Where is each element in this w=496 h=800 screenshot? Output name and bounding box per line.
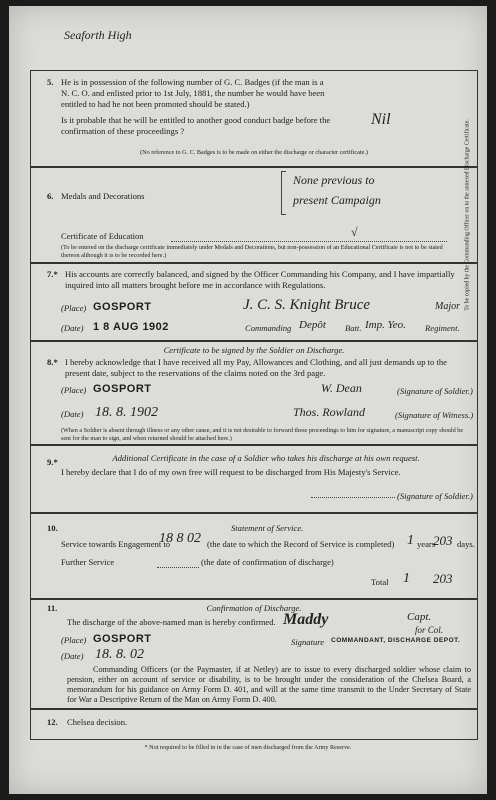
section-10-number: 10. — [47, 523, 58, 533]
confirmation-rank: Capt. — [407, 611, 432, 623]
soldier-signature: W. Dean — [321, 381, 362, 395]
regiment-label: Regiment. — [425, 323, 460, 333]
years-label: years — [417, 539, 436, 549]
section-11-number: 11. — [47, 603, 58, 613]
signature-label-11: Signature — [291, 637, 325, 647]
date-label-7: (Date) — [61, 323, 84, 333]
chelsea-decision-label: Chelsea decision. — [67, 717, 128, 727]
section-6-number: 6. — [47, 191, 54, 201]
place-11: GOSPORT — [93, 633, 152, 645]
certificate-line — [171, 241, 447, 242]
service-label: Service towards Engagement to — [61, 539, 171, 549]
soldier-cert-heading: Certificate to be signed by the Soldier on Discharge. — [163, 345, 345, 355]
own-request-sig-label: (Signature of Soldier.) — [397, 491, 473, 501]
certificate-label: Certificate of Education — [61, 231, 144, 241]
section-7-accounts — [30, 262, 478, 342]
batt-handwriting: Imp. Yeo. — [365, 319, 406, 331]
pencil-note: Seaforth High — [64, 28, 132, 42]
own-request-text: I hereby declare that I do of my own free will request to be discharged from His Majesty's Service. — [61, 467, 401, 477]
date-11: 18. 8. 02 — [95, 647, 144, 662]
officer-signature-7: J. C. S. Knight Bruce — [243, 297, 371, 313]
commandant-stamp: COMMANDANT, DISCHARGE DEPOT. — [331, 637, 461, 644]
date-8: 18. 8. 1902 — [95, 405, 158, 420]
officer-rank-7: Major — [435, 301, 460, 312]
own-request-heading: Additional Certificate in the case of a Soldier who takes his discharge at his own request. — [112, 453, 420, 463]
section-8-number: 8.* — [47, 357, 58, 367]
place-label-8: (Place) — [61, 385, 87, 395]
badges-answer: Nil — [371, 111, 391, 128]
commanding-handwriting: Depôt — [299, 319, 326, 331]
service-mid-text: (the date to which the Record of Service is completed) — [207, 539, 395, 549]
for-col: for Col. — [415, 625, 444, 635]
date-7: 1 8 AUG 1902 — [93, 321, 169, 333]
date-label-11: (Date) — [61, 651, 84, 661]
soldier-sig-label: (Signature of Soldier.) — [397, 386, 473, 396]
total-label: Total — [371, 577, 389, 587]
witness-sig-label: (Signature of Witness.) — [395, 410, 474, 420]
badges-note: (No reference to G. C. Badges is to be made on either the discharge or character certificate.) — [140, 149, 368, 156]
service-years: 1 — [407, 533, 414, 548]
own-request-sig-line — [311, 497, 395, 498]
service-days: 203 — [433, 533, 453, 548]
total-years: 1 — [403, 571, 410, 586]
days-label: days. — [457, 539, 475, 549]
section-5-badges — [30, 70, 478, 168]
medals-handwriting-2: present Campaign — [293, 193, 381, 207]
batt-label: Batt. — [345, 323, 362, 333]
section-10-service — [30, 512, 478, 600]
place-label-11: (Place) — [61, 635, 87, 645]
place-7: GOSPORT — [93, 301, 152, 313]
section-9-own-request — [30, 444, 478, 514]
confirmation-text: The discharge of the above-named man is hereby confirmed. — [67, 617, 276, 627]
further-label: Further Service — [61, 557, 115, 567]
certificate-note: (To be entered on the discharge certificate immediately under Medals and Decorations, but non-possession of an Educational Certificate is not to be stated thereon although it is to be recorded here.) — [61, 244, 443, 259]
medals-bracket — [281, 171, 286, 215]
accounts-text: His accounts are correctly balanced, and signed by the Officer Commanding his Company, and I have impartially inquired into all matters brought before me in accordance with Regulations. — [65, 269, 455, 290]
service-heading: Statement of Service. — [231, 523, 304, 533]
section-8-soldier-certificate — [30, 340, 478, 446]
section-12-number: 12. — [47, 717, 58, 727]
confirmation-signature: Maddy — [283, 611, 329, 628]
section-5-number: 5. — [47, 77, 54, 87]
section-7-number: 7.* — [47, 269, 58, 279]
badges-question: He is in possession of the following number of G. C. Badges (if the man is a N. C. O. and enlisted prior to 1st July, 1881, the number he would have been entitled to had he not been promoted should be stated.) — [61, 77, 325, 109]
certificate-handwriting: √ — [351, 225, 358, 239]
commanding-label: Commanding — [245, 323, 292, 333]
soldier-cert-note: (When a Soldier is absent through illness or any other cause, and it is not desirable to forward these proceedings to him for signature, a manuscript copy should be sent for the man to sign, and when returned should be attached here.) — [61, 427, 464, 442]
witness-signature: Thos. Rowland — [293, 405, 366, 419]
soldier-cert-text: I hereby acknowledge that I have received all my Pay, Allowances and Clothing, and all just demands up to the present date, subject to the reservations of the claims noted on the 3rd page. — [65, 357, 447, 378]
date-label-8: (Date) — [61, 409, 84, 419]
section-9-number: 9.* — [47, 457, 58, 467]
total-days: 203 — [433, 571, 453, 586]
commanding-officers-paragraph: Commanding Officers (or the Paymaster, if at Netley) are to issue to every discharged soldier whose claim to pension, either on account of service or disability, is to be brought under the consideration of the Chelsea Board, a memorandum for his guidance on Army Form D. 401, and will at the same time transmit to the Under Secretary of State for War a Descriptive Return of the Man on Army Form D. 400. — [67, 665, 471, 704]
medals-label: Medals and Decorations — [61, 191, 145, 201]
side-note: To be copied by the Commanding Officer on to the annexed Discharge Certificate. — [464, 119, 471, 311]
badge-probable-question: Is it probable that he will be entitled to another good conduct badge before the confirmation of these proceedings ? — [61, 115, 331, 136]
further-line — [157, 567, 199, 568]
footnote: * Not required to be filled in in the case of men discharged from the Army Reserve. — [144, 744, 352, 751]
medals-handwriting-1: None previous to — [293, 173, 375, 187]
document-page — [9, 6, 487, 794]
section-12-chelsea — [30, 708, 478, 740]
place-label-7: (Place) — [61, 303, 87, 313]
further-mid-text: (the date of confirmation of discharge) — [201, 557, 334, 567]
confirmation-heading: Confirmation of Discharge. — [206, 603, 302, 613]
section-11-confirmation — [30, 598, 478, 710]
service-date: 18 8 02 — [159, 531, 201, 546]
place-8: GOSPORT — [93, 383, 152, 395]
